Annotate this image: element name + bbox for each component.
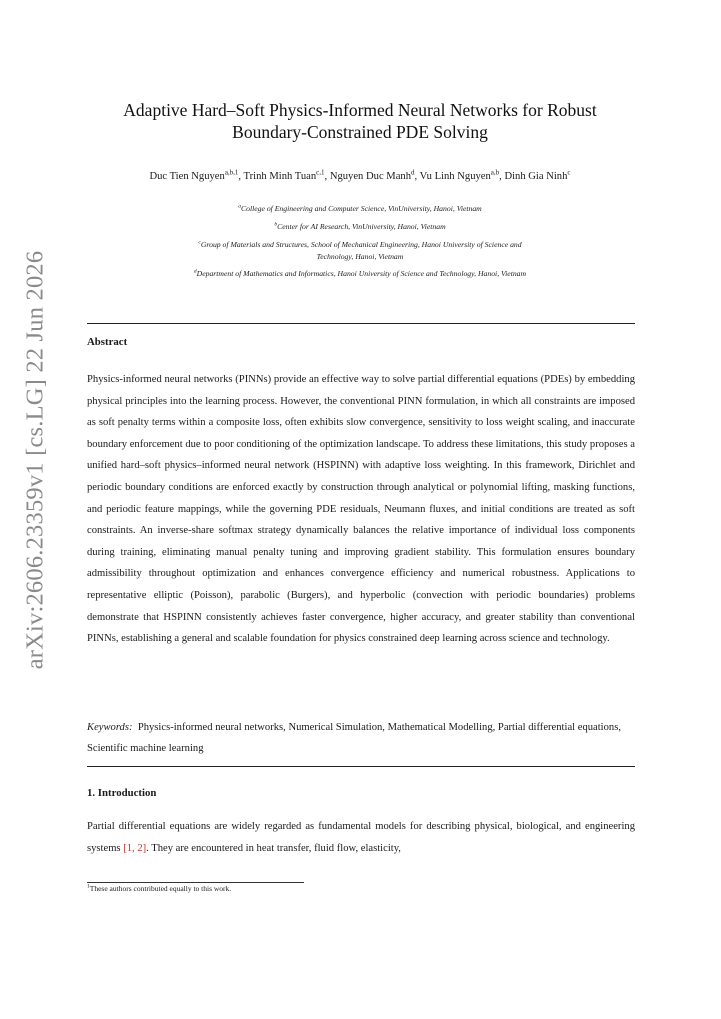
abstract-bottom-rule [87, 766, 635, 767]
citation-link[interactable]: [1, 2] [123, 842, 147, 854]
abstract-top-rule [87, 323, 635, 324]
paper-title [60, 99, 660, 143]
author: Trinh Minh Tuan$^{c,1}$, [243, 168, 330, 182]
footnote-rule [87, 882, 304, 883]
author: Nguyen Duc Manh$^d$, [329, 168, 420, 182]
abstract-heading: Abstract [87, 336, 128, 348]
author-list [60, 170, 660, 184]
abstract-body: Physics-informed neural networks (PINNs) provide an effective way to solve partial differential equations (PDEs) by embedding physical principles into the learning process. However, the conventional PINN formulation, in which all constraints are imposed as soft penalty terms within a composite loss, often exhibits slow convergence, sensitivity to loss weight scaling, and inaccurate boundary enforcement due to poor conditioning of the optimization landscape. To address these limitations, this study proposes a unified hard–soft physics–informed neural network (HSPINN) with adaptive loss weighting. In this framework, Dirichlet and periodic boundary conditions are enforced exactly by construction through analytical or polynomial lifting, masking functions, and periodic feature mappings, while the governing PDE residuals, Neumann fluxes, and initial conditions are treated as soft constraints. An inverse-share softmax strategy dynamically balances the relative importance of individual loss components during training, eliminating manual penalty tuning and improving gradient stability. This formulation ensures boundary admissibility throughout optimization and enhances convergence efficiency and numerical robustness. Applications to representative elliptic (Poisson), parabolic (Burgers), and hyperbolic (convection with periodic boundaries) problems demonstrate that HSPINN consistently achieves faster convergence, higher accuracy, and greater stability than conventional PINNs, establishing a general and scalable foundation for physics constrained deep learning across science and technology. [87, 374, 635, 645]
paper-title-line-1: Adaptive Hard–Soft Physics-Informed Neural Networks for Robust [123, 100, 597, 120]
affiliation-c: $^c$Group of Materials and Structures, School of Mechanical Engineering, Hanoi University of Science and Technology, Hanoi, Vietnam [198, 239, 522, 261]
author: Duc Tien Nguyen$^{a,b,1}$, [149, 168, 244, 182]
affiliation-d: $^d$Department of Mathematics and Informatics, Hanoi University of Science and Technology, Hanoi, Vietnam [193, 268, 527, 278]
affiliation-a: $^a$College of Engineering and Computer Science, VinUniversity, Hanoi, Vietnam [238, 203, 482, 213]
footnote: $^1$These authors contributed equally to this work. [87, 883, 232, 893]
keywords-label: Keywords: [87, 722, 133, 733]
keywords [87, 717, 635, 759]
introduction-body: Partial differential equations are widely regarded as fundamental models for describing physical, biological, and engineering systems [1, 2]. They are encountered in heat transfer, fluid flow, elasticity, [87, 821, 635, 854]
paper-title-line-2: Boundary-Constrained PDE Solving [232, 122, 488, 142]
keywords-text: Physics-informed neural networks, Numerical Simulation, Mathematical Modelling, Partial differential equations, Scientific machine learning [87, 722, 621, 754]
arxiv-identifier-text: arXiv:2606.23359v1 [cs.LG] 22 Jun 2026 [21, 250, 49, 670]
author: Vu Linh Nguyen$^{a,b}$, [419, 168, 505, 182]
section-heading-introduction: 1. Introduction [87, 787, 157, 799]
arxiv-identifier-stamp [14, 200, 56, 720]
author: Dinh Gia Ninh$^c$ [504, 168, 571, 182]
affiliation-b: $^b$Center for AI Research, VinUniversity, Hanoi, Vietnam [274, 221, 446, 231]
